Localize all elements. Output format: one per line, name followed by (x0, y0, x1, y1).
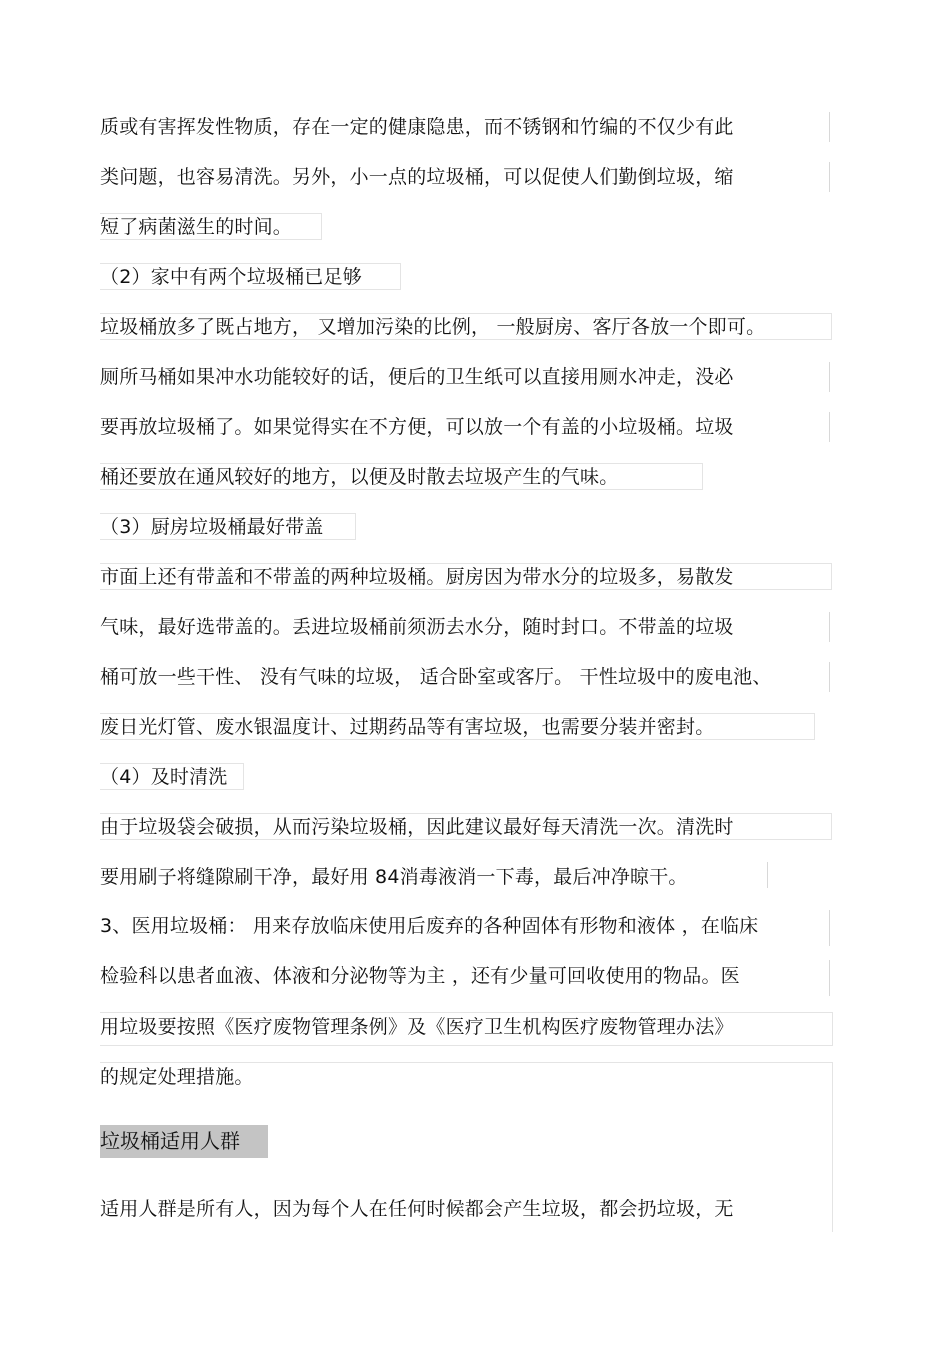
body-line: 气味，最好选带盖的。丢进垃圾桶前须沥去水分，随时封口。不带盖的垃圾 (100, 616, 734, 638)
body-line: 要再放垃圾桶了。如果觉得实在不方便，可以放一个有盖的小垃圾桶。垃圾 (100, 416, 734, 438)
body-line: 的规定处理措施。 (100, 1066, 254, 1088)
body-line: 类问题，也容易清洗。另外，小一点的垃圾桶，可以促使人们勤倒垃圾，缩 (100, 166, 734, 188)
body-line: 废日光灯管、废水银温度计、过期药品等有害垃圾，也需要分装并密封。 (100, 716, 715, 738)
subheading: （4）及时清洗 (100, 766, 228, 788)
section-heading: 垃圾桶适用人群 (100, 1129, 240, 1153)
body-line: 桶还要放在通风较好的地方，以便及时散去垃圾产生的气味。 (100, 466, 619, 488)
body-line: 厕所马桶如果冲水功能较好的话，便后的卫生纸可以直接用厕水冲走，没必 (100, 366, 734, 388)
body-line: 由于垃圾袋会破损，从而污染垃圾桶，因此建议最好每天清洗一次。清洗时 (100, 816, 734, 838)
body-line: 桶可放一些干性、 没有气味的垃圾， 适合卧室或客厅。 干性垃圾中的废电池、 (100, 666, 772, 688)
body-line: 用垃圾要按照《医疗废物管理条例》及《医疗卫生机构医疗废物管理办法》 (100, 1016, 734, 1038)
body-line: 市面上还有带盖和不带盖的两种垃圾桶。厨房因为带水分的垃圾多，易散发 (100, 566, 734, 588)
body-line: 要用刷子将缝隙刷干净，最好用 84消毒液消一下毒，最后冲净晾干。 (100, 866, 688, 888)
body-line: 检验科以患者血液、体液和分泌物等为主 ，还有少量可回收使用的物品。医 (100, 965, 740, 987)
body-line: 3、医用垃圾桶： 用来存放临床使用后废弃的各种固体有形物和液体 ，在临床 (100, 915, 759, 937)
body-line: 垃圾桶放多了既占地方， 又增加污染的比例， 一般厨房、客厅各放一个即可。 (100, 316, 766, 338)
subheading: （2）家中有两个垃圾桶已足够 (100, 266, 362, 288)
subheading: （3）厨房垃圾桶最好带盖 (100, 516, 324, 538)
body-line: 短了病菌滋生的时间。 (100, 216, 293, 238)
body-line: 适用人群是所有人，因为每个人在任何时候都会产生垃圾，都会扔垃圾，无 (100, 1198, 734, 1220)
body-line: 质或有害挥发性物质，存在一定的健康隐患，而不锈钢和竹编的不仅少有此 (100, 116, 734, 138)
